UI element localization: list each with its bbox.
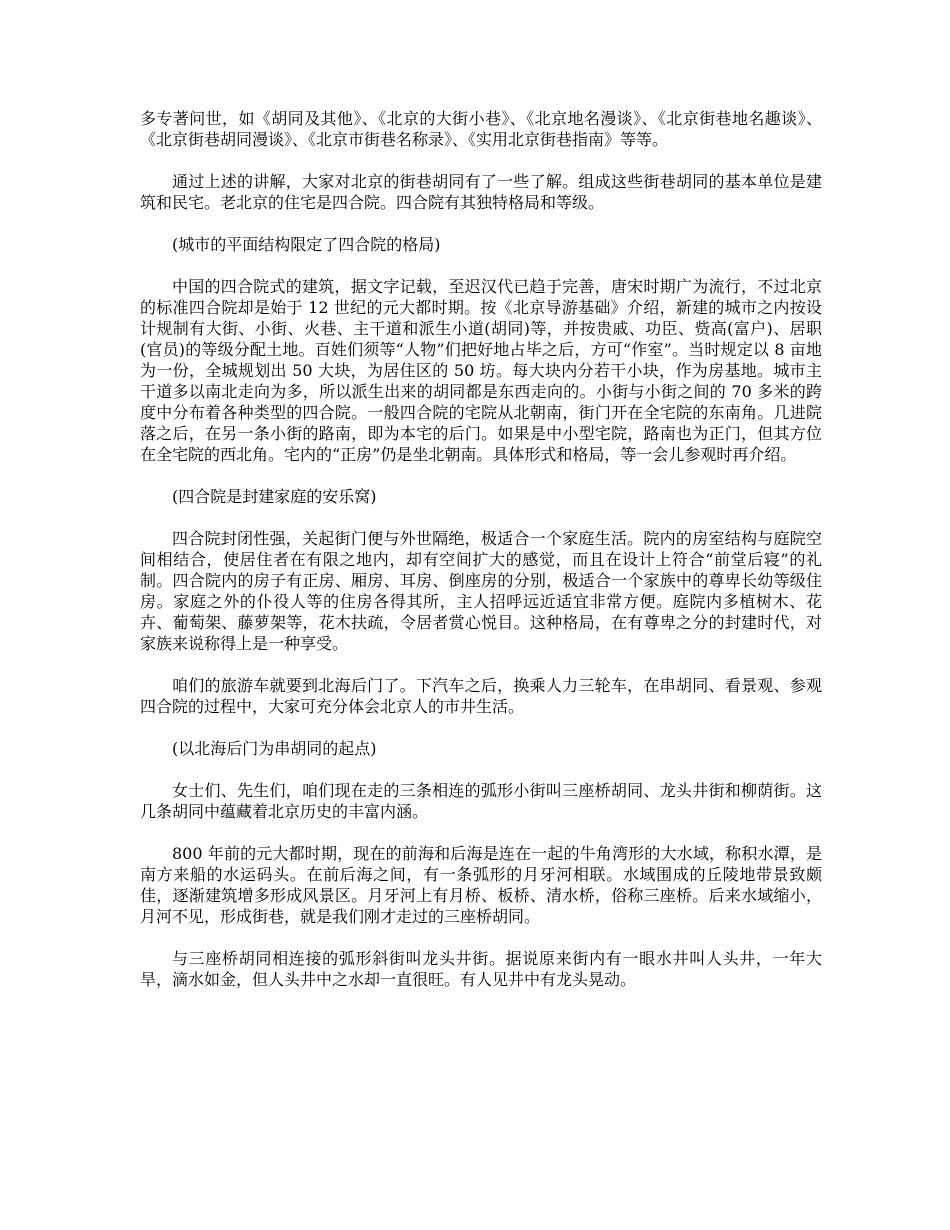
paragraph-siheyuan-features: 四合院封闭性强，关起街门便与外世隔绝，极适合一个家庭生活。院内的房室结构与庭院空间相结合，使居住者在有限之地内，却有空间扩大的感觉，而且在设计上符合“前堂后寝”的礼制。四合院内的房子有正房、厢房、耳房、倒座房的分别，极适合一个家族中的尊卑长幼等级住房。家庭之外的仆役人等的住房各得其所，主人招呼远近适宜非常方便。庭院内多植树木、花卉、葡萄架、藤萝架等，花木扶疏，令居者赏心悦目。这种格局，在有尊卑之分的封建时代，对家族来说称得上是一种享受。: [140, 529, 822, 653]
section-heading-family-home: (四合院是封建家庭的安乐窝): [172, 487, 377, 506]
section-heading-beihai-start: (以北海后门为串胡同的起点): [172, 739, 377, 758]
paragraph-book-list: 多专著问世，如《胡同及其他》、《北京的大街小巷》、《北京地名漫谈》、《北京街巷地名趣谈》、《北京街巷胡同漫谈》、《北京市街巷名称录》、《实用北京街巷指南》等等。: [140, 109, 822, 149]
paragraph-siheyuan-intro: 通过上述的讲解，大家对北京的街巷胡同有了一些了解。组成这些街巷胡同的基本单位是建筑和民宅。老北京的住宅是四合院。四合院有其独特格局和等级。: [140, 172, 822, 212]
paragraph-yuan-dadu-history: 800 年前的元大都时期，现在的前海和后海是连在一起的牛角湾形的大水域，称积水潭，是南方来船的水运码头。在前后海之间，有一条弧形的月牙河相联。水域围成的丘陵地带景致颇佳，逐渐建筑增多形成风景区。月牙河上有月桥、板桥、清水桥，俗称三座桥。后来水域缩小，月河不见，形成街巷，就是我们刚才走过的三座桥胡同。: [140, 844, 822, 926]
paragraph-beihai-arrival: 咱们的旅游车就要到北海后门了。下汽车之后，换乘人力三轮车，在串胡同、看景观、参观四合院的过程中，大家可充分体会北京人的市井生活。: [140, 676, 822, 716]
paragraph-three-streets: 女士们、先生们，咱们现在走的三条相连的弧形小街叫三座桥胡同、龙头井街和柳荫街。这几条胡同中蕴藏着北京历史的丰富内涵。: [140, 781, 822, 821]
document-page: [140, 108, 822, 1011]
paragraph-siheyuan-history: 中国的四合院式的建筑，据文字记载，至迟汉代已趋于完善，唐宋时期广为流行，不过北京的标准四合院却是始于 12 世纪的元大都时期。按《北京导游基础》介绍，新建的城市之内按设计规制有大街、小街、火巷、主干道和派生小道(胡同)等，并按贵戚、功臣、赀高(富户)、居职(官员)的等级分配土地。百姓们须等“人物”们把好地占毕之后，方可“作室”。当时规定以 8 亩地为一份，全城规划出 50 大块，为居住区的 50 坊。每大块内分若干小块，作为房基地。城市主干道多以南北走向为多，所以派生出来的胡同都是东西走向的。小街与小街之间的 70 多米的跨度中分布着各种类型的四合院。一般四合院的宅院从北朝南，街门开在全宅院的东南角。几进院落之后，在另一条小街的路南，即为本宅的后门。如果是中小型宅院，路南也为正门，但其方位在全宅院的西北角。宅内的“正房”仍是坐北朝南。具体形式和格局，等一会儿参观时再介绍。: [140, 277, 822, 464]
paragraph-longtoujing-street: 与三座桥胡同相连接的弧形斜街叫龙头井街。据说原来街内有一眼水井叫人头井，一年大旱，滴水如金，但人头井中之水却一直很旺。有人见井中有龙头晃动。: [140, 949, 822, 989]
section-heading-city-layout: (城市的平面结构限定了四合院的格局): [172, 235, 441, 254]
